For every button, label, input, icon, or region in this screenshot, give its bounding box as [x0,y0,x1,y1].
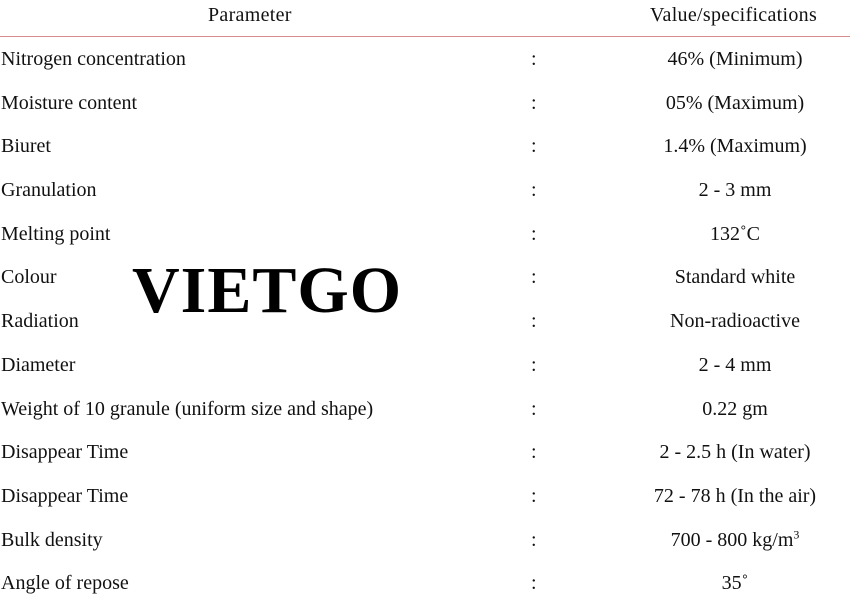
row-value: 0.22 gm [702,397,768,420]
row-parameter: Disappear Time [1,441,129,464]
row-parameter: Bulk density [1,528,103,551]
row-value: 35˚ [721,572,749,595]
table-row [0,564,850,608]
row-value: 1.4% (Maximum) [663,135,807,158]
table-header [0,0,850,36]
row-value: Non-radioactive [670,310,800,333]
row-parameter: Nitrogen concentration [1,48,186,70]
row-separator: : [531,484,537,507]
header-parameter: Parameter [208,4,292,26]
row-separator: : [531,441,537,464]
header-divider [0,36,850,37]
row-separator: : [531,528,537,551]
superscript: 3 [793,526,800,541]
row-value: 46% (Minimum) [667,48,803,70]
row-parameter: Colour [1,266,57,289]
row-parameter: Disappear Time [1,484,129,507]
row-value: 2 - 2.5 h (In water) [659,441,811,464]
row-separator: : [531,266,537,289]
row-value: 2 - 3 mm [698,179,772,202]
row-parameter: Angle of repose [1,572,129,595]
row-value: 72 - 78 h (In the air) [653,484,817,507]
row-value: Standard white [674,266,796,289]
row-parameter: Biuret [1,135,51,158]
table-row [0,171,850,215]
table-row [0,258,850,302]
row-separator: : [531,48,537,70]
row-parameter: Weight of 10 granule (uniform size and shape) [1,397,374,420]
vietgo-watermark: VIETGO [132,254,403,327]
row-parameter: Diameter [1,353,76,376]
row-separator: : [531,572,537,595]
row-parameter: Moisture content [1,91,138,114]
row-separator: : [531,135,537,158]
table-row [0,127,850,171]
table-row [0,346,850,390]
row-parameter: Granulation [1,179,97,202]
table-row [0,84,850,128]
header-value-specifications: Value/specifications [650,4,818,26]
row-value: 700 - 800 $kg/m^3$ [670,526,800,551]
row-separator: : [531,310,537,333]
row-separator: : [531,353,537,376]
row-parameter: Melting point [1,222,111,245]
row-separator: : [531,179,537,202]
table-row [0,302,850,346]
row-separator: : [531,397,537,420]
row-parameter: Radiation [1,310,79,333]
table-row [0,40,850,84]
row-value: 132˚C [710,222,760,245]
row-separator: : [531,222,537,245]
row-value: 05% (Maximum) [665,91,805,114]
row-value: 2 - 4 mm [698,353,772,376]
table-row [0,521,850,565]
spec-table-body [0,40,850,608]
table-row [0,477,850,521]
row-separator: : [531,91,537,114]
table-row [0,215,850,259]
table-row [0,433,850,477]
table-row [0,390,850,434]
